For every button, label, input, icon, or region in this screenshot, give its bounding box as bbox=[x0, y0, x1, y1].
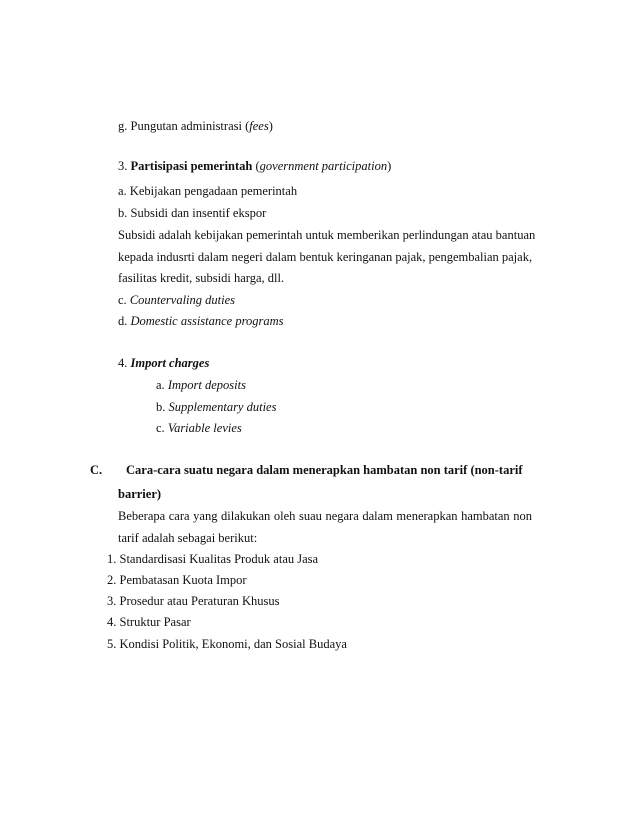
section-4-number: 4. bbox=[118, 356, 131, 370]
item-g-fees bbox=[118, 118, 273, 134]
section-3-heading bbox=[118, 158, 391, 174]
list-item-5: 5. Kondisi Politik, Ekonomi, dan Sosial Budaya bbox=[107, 637, 347, 651]
item-g-italic: fees bbox=[249, 119, 269, 133]
section-3-number: 3. bbox=[118, 159, 131, 173]
item-g-text: g. Pungutan administrasi ( bbox=[118, 119, 250, 133]
item-4c-italic: Variable levies bbox=[167, 421, 242, 435]
item-4c bbox=[156, 420, 242, 436]
item-3c-prefix: c. bbox=[118, 293, 130, 307]
section-4-title: Import charges bbox=[130, 356, 210, 370]
item-4b bbox=[156, 399, 276, 415]
item-4b-italic: Supplementary duties bbox=[168, 400, 277, 414]
item-4a bbox=[156, 377, 246, 393]
subsidi-paragraph-line-1: Subsidi adalah kebijakan pemerintah untuk memberikan perlindungan atau bantuan bbox=[118, 228, 536, 242]
section-3-paren-close: ) bbox=[387, 159, 392, 173]
subsidi-paragraph-line-2: kepada indusrti dalam negeri dalam bentuk keringanan pajak, pengembalian pajak, bbox=[118, 250, 533, 264]
list-item-2: 2. Pembatasan Kuota Impor bbox=[107, 573, 247, 587]
item-3d-italic: Domestic assistance programs bbox=[130, 314, 284, 328]
section-c-title-line-2: barrier) bbox=[118, 487, 162, 501]
item-g-suffix: ) bbox=[268, 119, 273, 133]
section-3-english: government participation bbox=[259, 159, 388, 173]
item-3c bbox=[118, 292, 235, 308]
item-3c-italic: Countervaling duties bbox=[129, 293, 236, 307]
section-3-title: Partisipasi pemerintah bbox=[130, 159, 253, 173]
section-c-title-line-1: Cara-cara suatu negara dalam menerapkan hambatan non tarif (non-tarif bbox=[126, 463, 523, 477]
item-4c-prefix: c. bbox=[156, 421, 168, 435]
section-4-heading bbox=[118, 355, 209, 371]
item-4b-prefix: b. bbox=[156, 400, 169, 414]
section-c-label: C. bbox=[90, 463, 103, 477]
item-4a-italic: Import deposits bbox=[167, 378, 246, 392]
list-item-3: 3. Prosedur atau Peraturan Khusus bbox=[107, 594, 280, 608]
section-3-paren-open: ( bbox=[252, 159, 260, 173]
subsidi-paragraph-line-3: fasilitas kredit, subsidi harga, dll. bbox=[118, 271, 285, 285]
item-3a: a. Kebijakan pengadaan pemerintah bbox=[118, 184, 298, 198]
intro-line-2: tarif adalah sebagai berikut: bbox=[118, 531, 258, 545]
intro-line-1: Beberapa cara yang dilakukan oleh suau negara dalam menerapkan hambatan non bbox=[118, 509, 532, 523]
list-item-4: 4. Struktur Pasar bbox=[107, 615, 191, 629]
item-3d bbox=[118, 313, 284, 329]
item-3b: b. Subsidi dan insentif ekspor bbox=[118, 206, 267, 220]
item-4a-prefix: a. bbox=[156, 378, 168, 392]
item-3d-prefix: d. bbox=[118, 314, 131, 328]
list-item-1: 1. Standardisasi Kualitas Produk atau Jasa bbox=[107, 552, 319, 566]
